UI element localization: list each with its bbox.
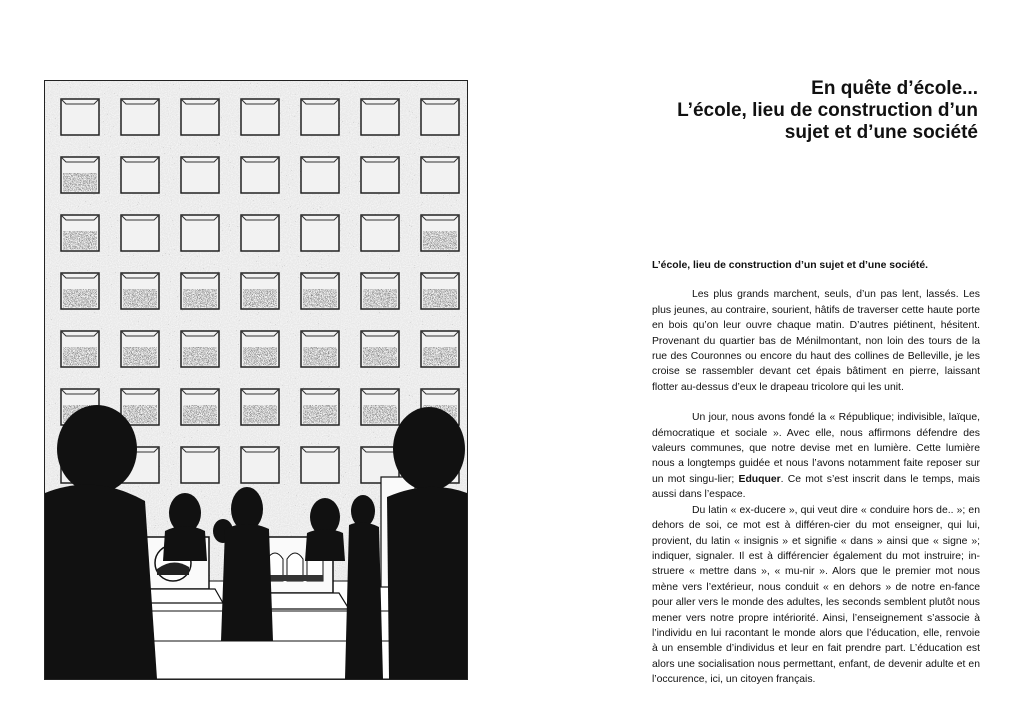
window-landscape [303, 347, 337, 365]
illustration-svg [45, 81, 467, 679]
body-text-column [652, 258, 980, 688]
paragraph-3: Du latin « ex-ducere », qui veut dire « conduire hors de.. »; en dehors de soi, ce mot est à différen-cier du mot enseigner, qui lui, provient, du latin « insignis » et signifie « dans » ainsi que « signe »; indiquer, signaler. Il est à différencier également du mot instruire; in-struere « mettre dans », « mu-nir ». Alors que le premier mot nous mène vers l’extérieur, nous conduit « en dehors » de notre en-fance pour aller vers le monde des adultes, les seconds semblent plutôt nous mener vers notre propre intériorité. Ainsi, l’enseignement s’associe à l’individu en lui racontant le monde alors que l’éducation, elle, renvoie à un ensemble d’individus et leur en fait prendre part. L’éducation est alors une socialisation nous permettant, enfant, de devenir adulte et en l’occurence, ici, un citoyen français. [652, 504, 980, 686]
window-landscape [183, 289, 217, 307]
window-landscape [183, 405, 217, 423]
window-landscape [243, 347, 277, 365]
window-landscape [123, 405, 157, 423]
window-landscape [63, 347, 97, 365]
window-landscape [63, 289, 97, 307]
window-landscape [123, 289, 157, 307]
window-landscape [303, 405, 337, 423]
paragraph-2-bold-word: Eduquer [738, 473, 781, 485]
window-landscape [63, 231, 97, 249]
section-subtitle: L’école, lieu de construction d’un sujet et d’une société. [652, 260, 928, 271]
window-landscape [183, 347, 217, 365]
window-landscape [363, 405, 397, 423]
paragraph-2-after: . Ce mot s’est inscrit dans le temps, mais aussi dans l’espace. [652, 473, 980, 501]
title-line-2: L’école, lieu de construction d’un [677, 100, 978, 121]
window-landscape [423, 347, 457, 365]
title-line-1: En quête d’école... [811, 78, 978, 99]
window-landscape [123, 347, 157, 365]
window-landscape [423, 289, 457, 307]
paragraph-2 [652, 410, 980, 502]
window-landscape [63, 173, 97, 191]
window-landscape [243, 289, 277, 307]
window-landscape [303, 289, 337, 307]
window-landscape [363, 289, 397, 307]
window-landscape [243, 405, 277, 423]
paragraph-2-before: Un jour, nous avons fondé la « République; indivisible, laïque, démocratique et sociale ». Avec elle, nous affirmons défendre des valeurs communes, que notre devise met en lumière. Cette lumière nous a longtemps guidée et nous l’avons notamment faite reposer sur un mot singu-lier; [652, 412, 980, 485]
paragraph-1: Les plus grands marchent, seuls, d’un pas lent, lassés. Les plus jeunes, au contraire, sourient, hâtifs de traverser cette haute porte en bois qu’on leur ouvre chaque matin. D’autres piétinent, hésitent. Provenant du quartier bas de Ménilmontant, non loin des tours de la rue des Couronnes ou encore du haut des collines de Belleville, je les croise se rassembler devant cet épais bâtiment en pierre, laissant flotter au-dessus d’eux le drapeau tricolore qui les unit. [652, 289, 980, 393]
window-landscape [423, 231, 457, 249]
window-landscape [363, 347, 397, 365]
title-line-3: sujet et d’une société [784, 122, 978, 143]
classroom-illustration [44, 80, 468, 680]
page-title [618, 78, 978, 144]
